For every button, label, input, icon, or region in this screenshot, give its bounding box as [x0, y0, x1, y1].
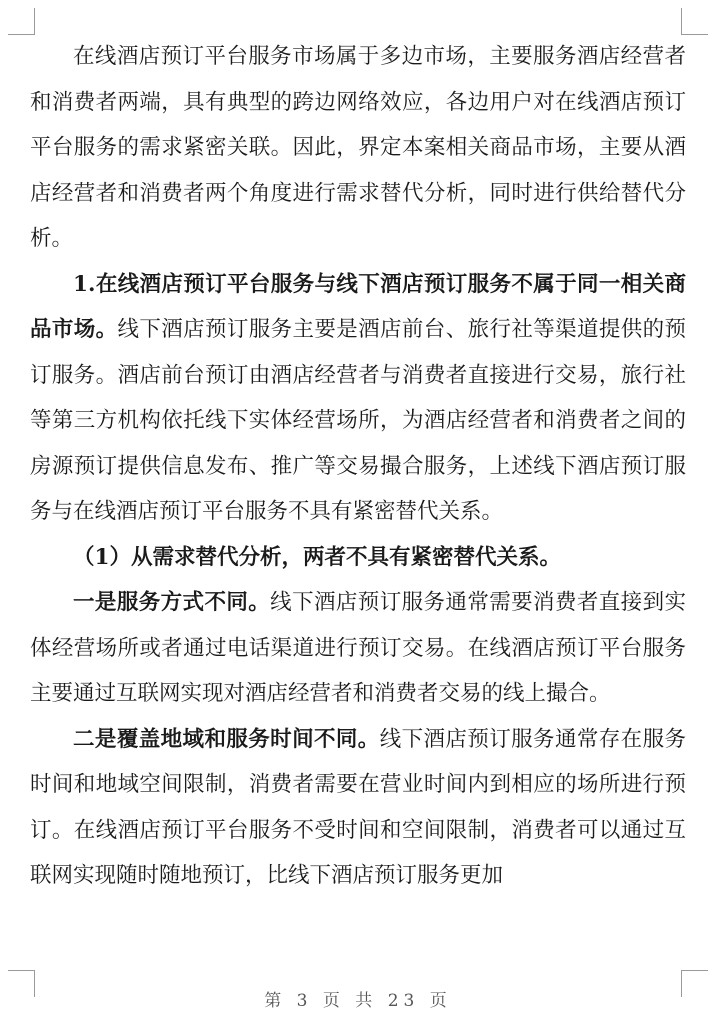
document-body	[30, 34, 686, 899]
paragraph-5	[30, 717, 686, 899]
paragraph-5-text: 线下酒店预订服务通常存在服务时间和地域空间限制，消费者需要在营业时间内到相应的场所进行预订。在线酒店预订平台服务不受时间和空间限制，消费者可以通过互联网实现随时随地预订，比线下酒店预订服务更加	[30, 726, 686, 888]
paragraph-2-heading: 1.在线酒店预订平台服务与线下酒店预订服务不属于同一相关商品市场。	[30, 271, 686, 342]
paragraph-4	[30, 580, 686, 717]
page-number-footer: 第 3 页 共 23 页	[264, 991, 452, 1011]
paragraph-1	[30, 34, 686, 262]
paragraph-3	[30, 535, 686, 581]
paragraph-1-text: 在线酒店预订平台服务市场属于多边市场，主要服务酒店经营者和消费者两端，具有典型的跨边网络效应，各边用户对在线酒店预订平台服务的需求紧密关联。因此，界定本案相关商品市场，主要从酒店经营者和消费者两个角度进行需求替代分析，同时进行供给替代分析。	[30, 44, 686, 251]
crop-mark-top-left	[8, 8, 35, 35]
crop-mark-top-right	[681, 8, 708, 35]
paragraph-4-heading: 一是服务方式不同。	[73, 590, 271, 615]
paragraph-2	[30, 262, 686, 535]
paragraph-3-heading: （1）从需求替代分析，两者不具有紧密替代关系。	[73, 544, 561, 570]
paragraph-2-text: 线下酒店预订服务主要是酒店前台、旅行社等渠道提供的预订服务。酒店前台预订由酒店经营者与消费者直接进行交易，旅行社等第三方机构依托线下实体经营场所，为酒店经营者和消费者之间的房源预订提供信息发布、推广等交易撮合服务，上述线下酒店预订服务与在线酒店预订平台服务不具有紧密替代关系。	[30, 317, 686, 524]
paragraph-5-heading: 二是覆盖地域和服务时间不同。	[73, 726, 380, 752]
paragraph-4-text: 线下酒店预订服务通常需要消费者直接到实体经营场所或者通过电话渠道进行预订交易。在线酒店预订平台服务主要通过互联网实现对酒店经营者和消费者交易的线上撮合。	[30, 590, 686, 706]
